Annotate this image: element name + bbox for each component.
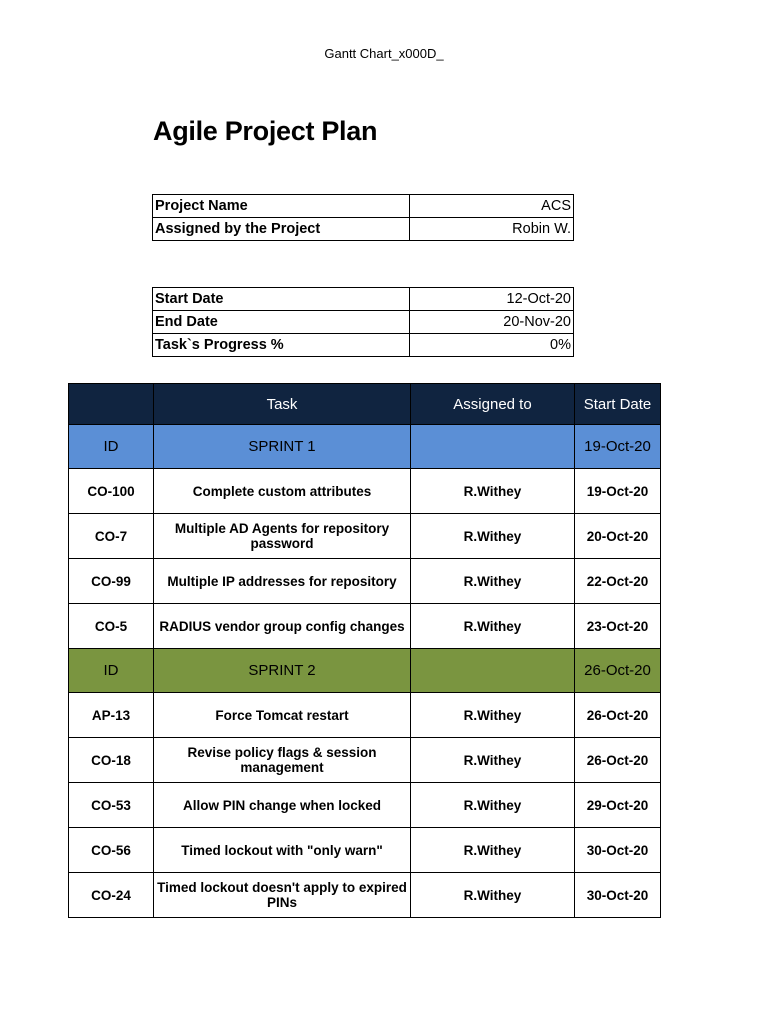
sprint-name: SPRINT 1 <box>154 425 411 469</box>
progress-value: 0% <box>410 334 574 357</box>
task-row <box>69 693 661 738</box>
task-row <box>69 604 661 649</box>
task-name: Multiple AD Agents for repository password <box>154 514 411 559</box>
header-id <box>69 384 154 425</box>
task-assigned-to: R.Withey <box>411 469 575 514</box>
end-date-row <box>153 311 574 334</box>
project-name-label: Project Name <box>153 195 410 218</box>
task-id: CO-24 <box>69 873 154 918</box>
task-name: Timed lockout doesn't apply to expired PINs <box>154 873 411 918</box>
project-name-row <box>153 195 574 218</box>
task-table-header <box>69 384 661 425</box>
task-start-date: 20-Oct-20 <box>575 514 661 559</box>
task-start-date: 22-Oct-20 <box>575 559 661 604</box>
task-start-date: 26-Oct-20 <box>575 738 661 783</box>
assigned-by-row <box>153 218 574 241</box>
task-name: Complete custom attributes <box>154 469 411 514</box>
task-assigned-to: R.Withey <box>411 783 575 828</box>
task-start-date: 30-Oct-20 <box>575 828 661 873</box>
task-row <box>69 559 661 604</box>
task-row <box>69 873 661 918</box>
sprint-row <box>69 425 661 469</box>
sprint-assigned <box>411 425 575 469</box>
assigned-by-value: Robin W. <box>410 218 574 241</box>
assigned-by-label: Assigned by the Project <box>153 218 410 241</box>
task-start-date: 26-Oct-20 <box>575 693 661 738</box>
task-id: CO-7 <box>69 514 154 559</box>
task-id: CO-99 <box>69 559 154 604</box>
task-table <box>68 383 661 918</box>
sprint-assigned <box>411 649 575 693</box>
task-start-date: 19-Oct-20 <box>575 469 661 514</box>
task-table-body <box>69 425 661 918</box>
task-row <box>69 514 661 559</box>
project-name-value: ACS <box>410 195 574 218</box>
task-row <box>69 738 661 783</box>
start-date-label: Start Date <box>153 288 410 311</box>
task-start-date: 29-Oct-20 <box>575 783 661 828</box>
task-start-date: 23-Oct-20 <box>575 604 661 649</box>
task-row <box>69 828 661 873</box>
sheet-name: Gantt Chart_x000D_ <box>324 46 444 61</box>
end-date-label: End Date <box>153 311 410 334</box>
task-assigned-to: R.Withey <box>411 828 575 873</box>
dates-info-table <box>152 287 574 357</box>
task-id: CO-5 <box>69 604 154 649</box>
sprint-start-date: 26-Oct-20 <box>575 649 661 693</box>
start-date-value: 12-Oct-20 <box>410 288 574 311</box>
header-start-date: Start Date <box>575 384 661 425</box>
sprint-start-date: 19-Oct-20 <box>575 425 661 469</box>
sprint-id-label: ID <box>69 649 154 693</box>
task-name: RADIUS vendor group config changes <box>154 604 411 649</box>
task-name: Force Tomcat restart <box>154 693 411 738</box>
page-title: Agile Project Plan <box>153 116 378 146</box>
task-id: AP-13 <box>69 693 154 738</box>
task-assigned-to: R.Withey <box>411 693 575 738</box>
task-assigned-to: R.Withey <box>411 559 575 604</box>
progress-label: Task`s Progress % <box>153 334 410 357</box>
task-id: CO-18 <box>69 738 154 783</box>
task-name: Allow PIN change when locked <box>154 783 411 828</box>
sprint-id-label: ID <box>69 425 154 469</box>
task-row <box>69 469 661 514</box>
task-assigned-to: R.Withey <box>411 873 575 918</box>
task-id: CO-56 <box>69 828 154 873</box>
end-date-value: 20-Nov-20 <box>410 311 574 334</box>
task-assigned-to: R.Withey <box>411 514 575 559</box>
task-id: CO-100 <box>69 469 154 514</box>
task-name: Multiple IP addresses for repository <box>154 559 411 604</box>
progress-row <box>153 334 574 357</box>
header-assigned-to: Assigned to <box>411 384 575 425</box>
task-name: Timed lockout with "only warn" <box>154 828 411 873</box>
project-info-table <box>152 194 574 241</box>
header-task: Task <box>154 384 411 425</box>
task-row <box>69 783 661 828</box>
task-assigned-to: R.Withey <box>411 604 575 649</box>
start-date-row <box>153 288 574 311</box>
task-name: Revise policy flags & session management <box>154 738 411 783</box>
task-id: CO-53 <box>69 783 154 828</box>
sprint-row <box>69 649 661 693</box>
task-assigned-to: R.Withey <box>411 738 575 783</box>
task-start-date: 30-Oct-20 <box>575 873 661 918</box>
sprint-name: SPRINT 2 <box>154 649 411 693</box>
